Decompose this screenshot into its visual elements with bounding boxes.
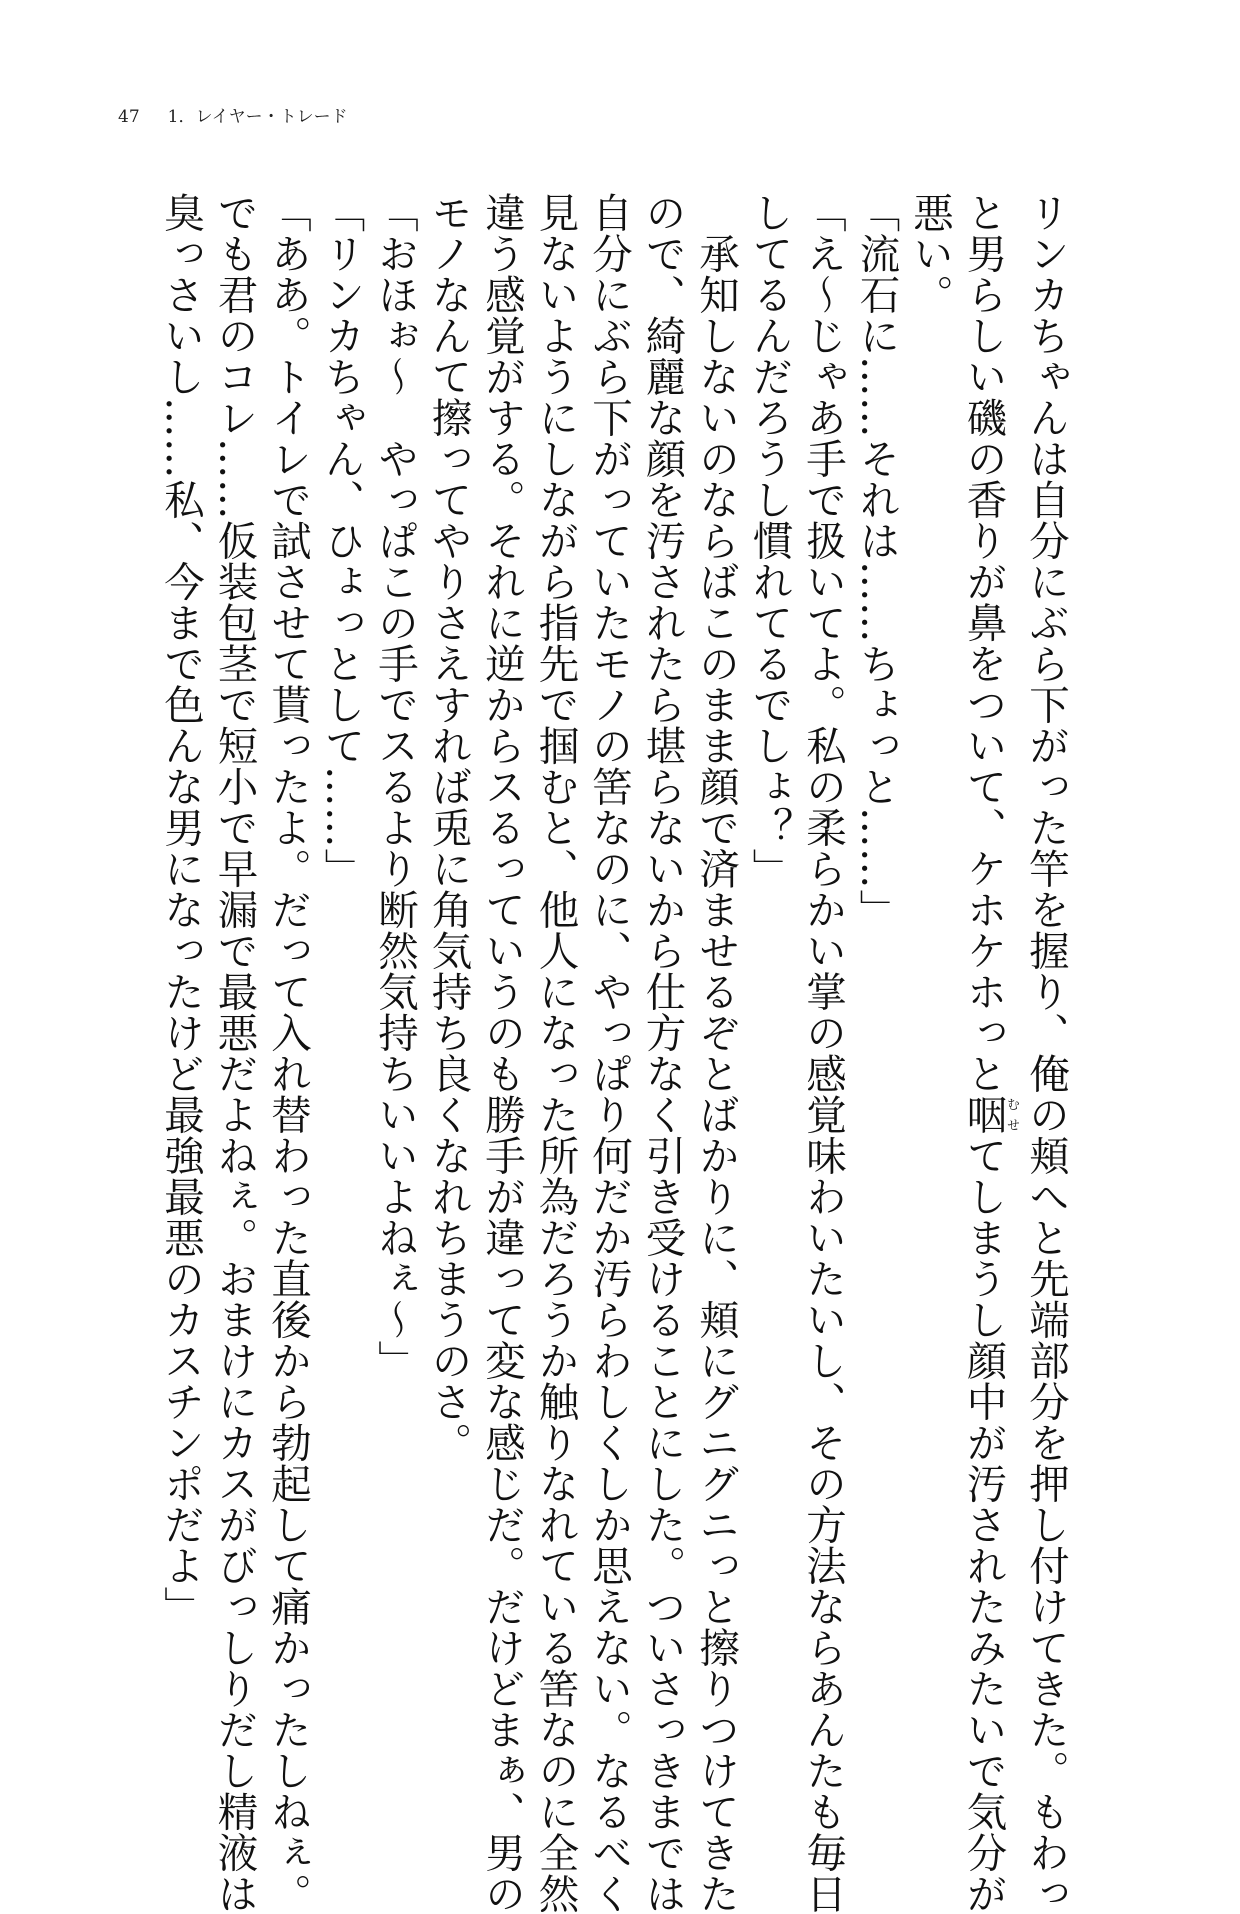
paragraph-start-line: 承知しないのならばこのまま顔で済ませるぞとばかりに、頬にグニグニっと擦りつけてきた: [692, 232, 740, 1914]
dialogue-line: 「おほぉ〜 やっぱこの手でスるより断然気持ちいいよねぇ〜」: [371, 192, 419, 1381]
text-line: リンカちゃんは自分にぶら下がった竿を握り、俺の頬へと先端部分を押し付けてきた。もわっ: [1022, 192, 1070, 1914]
ruby-annotation: [959, 1094, 1019, 1135]
text-line: 悪い。: [906, 192, 954, 315]
text-line: 見ないようにしながら指先で掴むと、他人になった所為だろうか触りなれている筈なのに全然: [531, 192, 580, 1914]
text-line: 違う感覚がする。それに逆からスるっていうのも勝手が違って変な感じだ。だけどまぁ、男の: [478, 192, 526, 1914]
text-line-with-ruby: [956, 192, 1019, 1914]
text-line: してるんだろうし慣れてるでしょ？」: [745, 192, 794, 889]
text-line: 自分にぶら下がっていたモノの筈なのに、やっぱり何だか汚らわしくしか思えない。なるべく: [585, 192, 633, 1914]
text-line: モノなんて擦ってやりさえすれば兎に角気持ち良くなれちまうのさ。: [424, 192, 473, 1463]
ruby-reading: むせ: [1004, 1094, 1019, 1135]
dialogue-line: 「リンカちゃん、ひょっとして……」: [317, 192, 366, 889]
ruby-base: 咽: [959, 1094, 1008, 1135]
text-line: でも君のコレ……仮装包茎で短小で早漏で最悪だよねぇ。おまけにカスがびっしりだし精液は: [210, 192, 259, 1914]
text-line: ので、綺麗な顔を汚されたら堪らないから仕方なく引き受けることにした。ついさっきまでは: [638, 192, 687, 1914]
page-number: 47: [118, 107, 140, 127]
vertical-body-text: [154, 192, 1073, 1914]
text-segment: てしまうし顔中が汚されたみたいで気分が: [959, 1135, 1008, 1914]
dialogue-line: 「ああ。トイレで試させて貰ったよ。だって入れ替わった直後から勃起して痛かったしねぇ。: [264, 192, 312, 1914]
text-segment: と男らしい磯の香りが鼻をついて、ケホケホっと: [959, 192, 1008, 1094]
chapter-title: 1．レイヤー・トレード: [167, 107, 348, 127]
dialogue-line: 「え〜じゃあ手で扱いてよ。私の柔らかい掌の感覚味わいたいし、その方法ならあんたも毎日: [799, 192, 847, 1914]
dialogue-line: 「流石に……それは……ちょっと……」: [852, 192, 901, 930]
text-line: 臭っさいし……私、今まで色んな男になったけど最強最悪のカスチンポだよ」: [157, 192, 205, 1627]
running-header: [118, 102, 348, 127]
